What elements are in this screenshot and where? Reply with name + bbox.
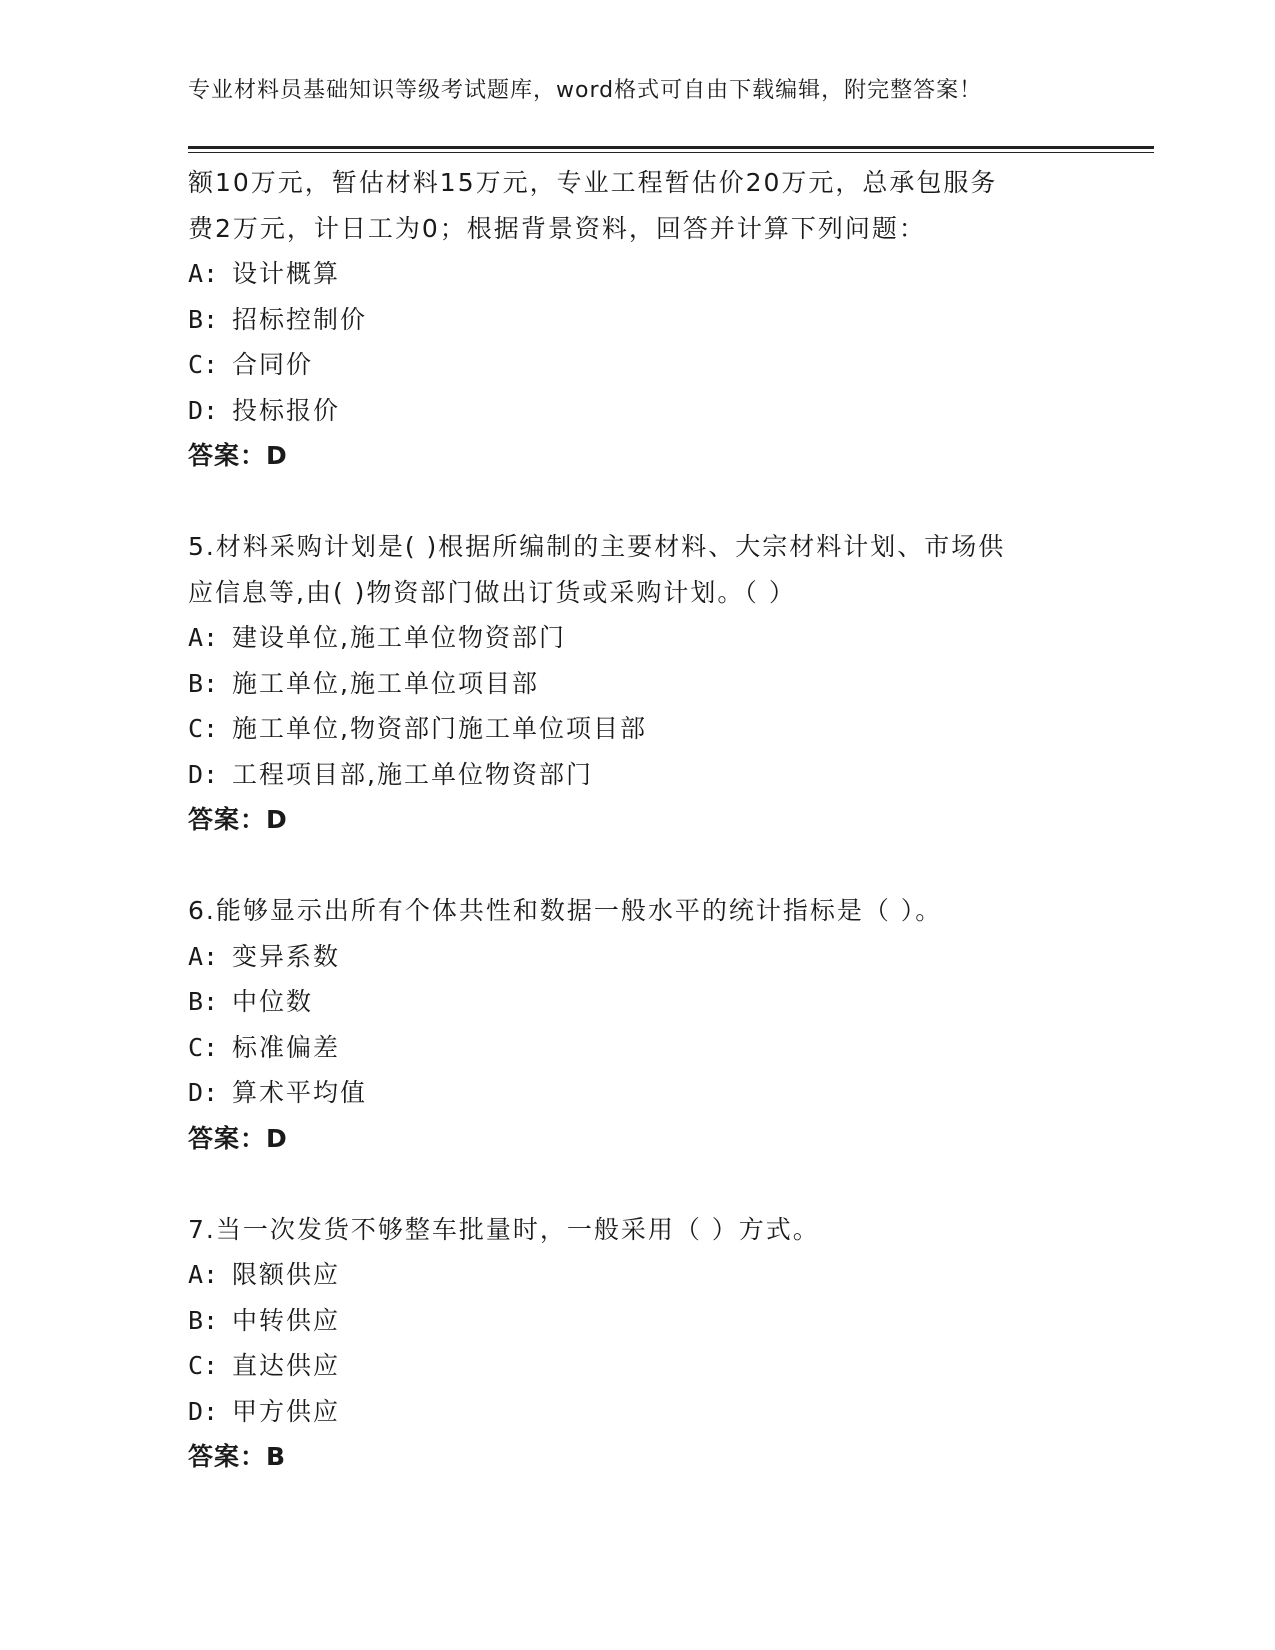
answer-line: 答案：D: [188, 805, 288, 834]
question-text-line: 5.材料采购计划是( )根据所编制的主要材料、大宗材料计划、市场供: [188, 532, 1006, 561]
option-letter: A:: [188, 623, 219, 652]
question-content: [188, 160, 1148, 1480]
option-letter: B:: [188, 987, 219, 1016]
option-a: [188, 615, 1148, 661]
option-c: [188, 1025, 1148, 1071]
spacer: [188, 1161, 1148, 1207]
option-text: 限额供应: [232, 1260, 341, 1289]
answer-line: 答案：D: [188, 1123, 288, 1153]
option-letter: B:: [188, 668, 219, 698]
question-text-line: 额10万元，暂估材料15万元，专业工程暂估价20万元，总承包服务: [188, 168, 998, 197]
question-text-line: 费2万元，计日工为0；根据背景资料，回答并计算下列问题：: [188, 213, 926, 243]
option-text: 中位数: [232, 987, 314, 1016]
option-letter: A:: [188, 941, 219, 971]
option-d: [188, 1070, 1148, 1116]
option-text: 设计概算: [232, 259, 341, 288]
answer-line: 答案：B: [188, 1442, 287, 1471]
option-a: [188, 1252, 1148, 1298]
page-header: 专业材料员基础知识等级考试题库，word格式可自由下载编辑，附完整答案！: [188, 78, 983, 103]
option-a: [188, 934, 1148, 980]
option-d: [188, 752, 1148, 798]
option-b: [188, 661, 1148, 707]
option-letter: A:: [188, 259, 219, 288]
option-b: [188, 297, 1148, 343]
option-letter: D:: [188, 1396, 219, 1426]
option-text: 算术平均值: [232, 1078, 368, 1107]
option-letter: B:: [188, 1305, 219, 1335]
option-b: [188, 1298, 1148, 1344]
option-b: [188, 979, 1148, 1025]
option-text: 标准偏差: [232, 1032, 341, 1062]
spacer: [188, 479, 1148, 525]
option-c: [188, 1343, 1148, 1389]
option-a: [188, 251, 1148, 297]
option-text: 直达供应: [232, 1351, 341, 1380]
option-letter: C:: [188, 714, 219, 743]
option-text: 合同价: [232, 350, 314, 379]
header-divider: [188, 146, 1154, 153]
option-d: [188, 388, 1148, 434]
option-letter: B:: [188, 304, 219, 334]
question-text-line: 应信息等,由( )物资部门做出订货或采购计划。（ ）: [188, 577, 796, 607]
option-text: 甲方供应: [232, 1396, 341, 1426]
option-letter: A:: [188, 1260, 219, 1289]
option-c: [188, 342, 1148, 388]
option-text: 变异系数: [232, 941, 341, 971]
option-text: 中转供应: [232, 1305, 341, 1335]
spacer: [188, 843, 1148, 889]
option-d: [188, 1389, 1148, 1435]
question-text-line: 6.能够显示出所有个体共性和数据一般水平的统计指标是（ ）。: [188, 896, 943, 925]
option-letter: D:: [188, 1078, 219, 1107]
question-7: [188, 1207, 1148, 1480]
question-5: [188, 524, 1148, 843]
option-text: 施工单位,施工单位项目部: [232, 668, 539, 698]
option-c: [188, 706, 1148, 752]
option-text: 施工单位,物资部门施工单位项目部: [232, 714, 647, 743]
option-letter: D:: [188, 759, 219, 789]
question-text-line: 7.当一次发货不够整车批量时，一般采用（ ）方式。: [188, 1214, 820, 1244]
answer-line: 答案：D: [188, 441, 288, 470]
option-letter: C:: [188, 1032, 219, 1062]
question-6: [188, 888, 1148, 1161]
option-letter: C:: [188, 350, 219, 379]
option-letter: D:: [188, 395, 219, 425]
question-4-continuation: [188, 160, 1148, 479]
option-text: 投标报价: [232, 395, 341, 425]
option-text: 建设单位,施工单位物资部门: [232, 623, 566, 652]
option-letter: C:: [188, 1351, 219, 1380]
option-text: 工程项目部,施工单位物资部门: [232, 759, 593, 789]
option-text: 招标控制价: [232, 304, 368, 334]
